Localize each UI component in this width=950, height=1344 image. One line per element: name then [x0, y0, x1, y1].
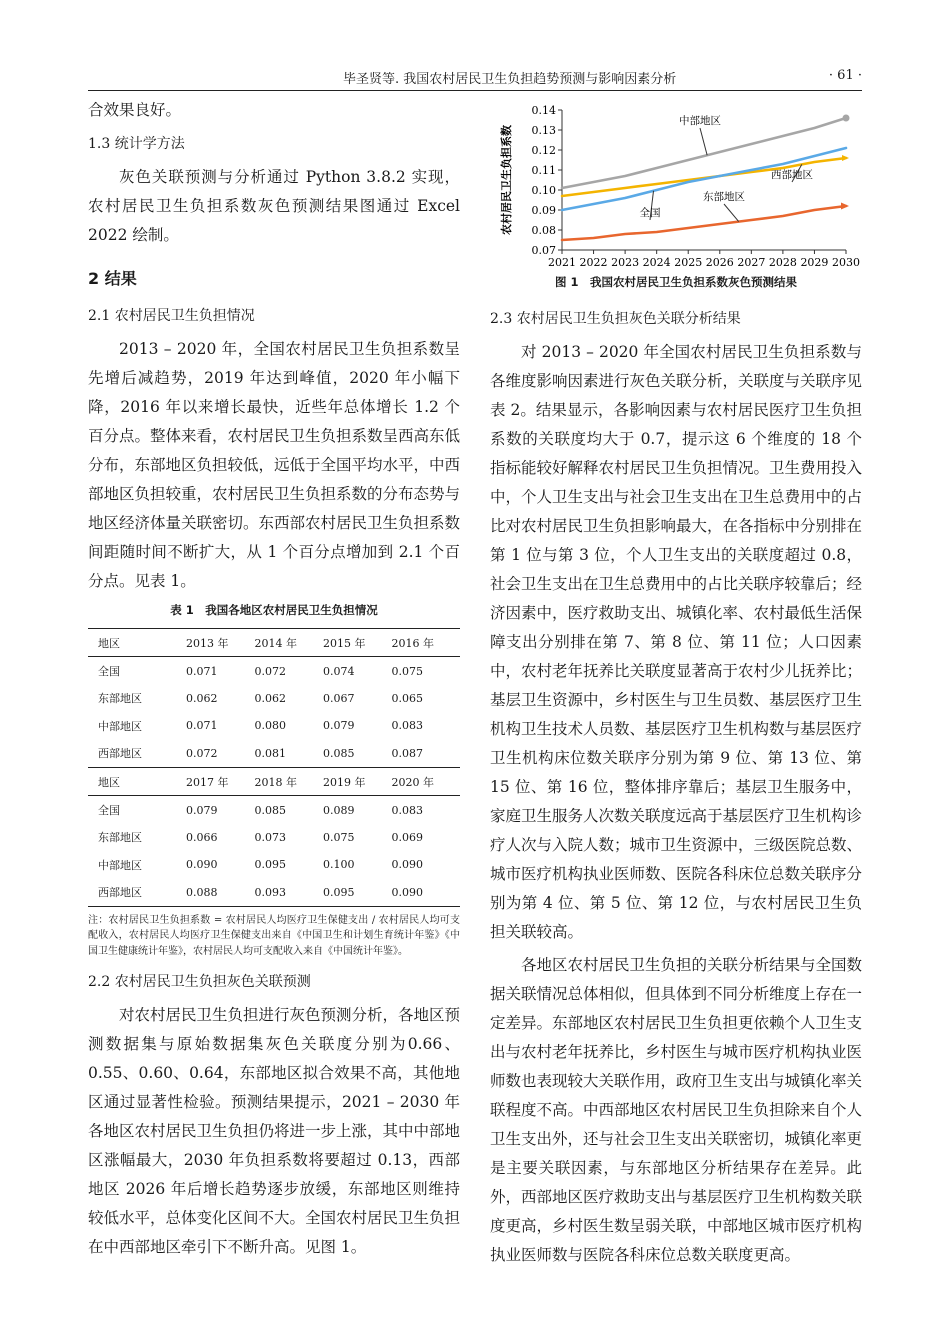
forecast-line-chart [490, 96, 862, 266]
paragraph-continuation: 合效果良好。 [88, 101, 182, 119]
table-cell: 0.062 [186, 691, 218, 705]
paragraph-2-2: 对农村居民卫生负担进行灰色预测分析，各地区预测数据集与原始数据集灰色关联度分别为0.66、0.55、0.60、0.64，东部地区拟合效果不高，其他地区通过显著性检验。预测结果提示，2021 – 2030 年各地区农村居民卫生负担仍将进一步上涨，其中中部地区涨幅最大，2030 年负担系数将要超过 0.13，西部地区 2026 年后增长趋势逐步放缓，东部地区则维持较低水平，总体变化区间不大。全国农村居民卫生负担在中西部地区牵引下不断升高。见图 1。 [88, 1006, 461, 1257]
table-row [88, 740, 460, 768]
table-header-row [88, 767, 460, 795]
y-axis-title: 农村居民卫生负担系数 [500, 125, 513, 235]
y-tick-label: 0.10 [531, 184, 556, 197]
running-title: 毕圣贤等. 我国农村居民卫生负担趋势预测与影响因素分析 [343, 72, 677, 87]
heading-2-results: 2 结果 [88, 269, 137, 288]
table-header-cell: 地区 [88, 767, 186, 795]
table-cell: 0.073 [254, 830, 286, 844]
table-1 [88, 628, 460, 907]
table-cell: 0.072 [186, 746, 218, 760]
heading-2-2: 2.2 农村居民卫生负担灰色关联预测 [88, 974, 311, 991]
annotation-leader [700, 128, 707, 155]
table-cell: 0.065 [391, 691, 423, 705]
table-cell: 0.072 [254, 664, 286, 678]
left-column [88, 96, 460, 1262]
table-header-cell: 2014 年 [255, 629, 324, 657]
series-annotation-label: 西部地区 [771, 169, 813, 181]
table-header-cell: 2015 年 [323, 629, 392, 657]
table-cell: 0.089 [323, 803, 355, 817]
table-cell: 0.090 [186, 858, 218, 872]
series-end-marker [843, 115, 850, 122]
table-cell: 0.080 [254, 719, 286, 733]
page-number: · 61 · [828, 68, 862, 83]
heading-1-3: 1.3 统计学方法 [88, 136, 185, 152]
table-cell: 中部地区 [98, 858, 142, 872]
series-end-marker [842, 155, 849, 161]
table-cell: 0.075 [391, 664, 423, 678]
series-line [562, 206, 846, 240]
table-cell: 0.100 [323, 858, 355, 872]
heading-2-1: 2.1 农村居民卫生负担情况 [88, 308, 255, 324]
table-cell: 0.090 [392, 879, 461, 907]
series-annotation-label: 全国 [639, 207, 661, 219]
table-header-cell: 2013 年 [186, 629, 255, 657]
table-cell: 全国 [98, 804, 120, 818]
table-cell: 0.062 [254, 691, 286, 705]
table-cell: 0.087 [391, 746, 423, 760]
x-tick-label: 2028 [768, 256, 797, 266]
table-cell: 0.081 [254, 746, 286, 760]
table-cell: 0.083 [391, 719, 423, 733]
table-cell: 西部地区 [98, 747, 142, 761]
table-cell: 中部地区 [98, 719, 142, 733]
paragraph-2-3a: 对 2013 – 2020 年全国农村居民卫生负担系数与各维度影响因素进行灰色关联分析，关联度与关联序见表 2。结果显示，各影响因素与农村居民医疗卫生负担系数的关联度均大于 0.7，提示这 6 个维度的 18 个指标能较好解释农村居民卫生负担情况。卫生费用投入中，个人卫生支出与社会卫生支出在卫生总费用中的占比对农村居民卫生负担影响最大，在各指标中分别排在第 1 位与第 3 位，个人卫生支出的关联度超过 0.8，社会卫生支出在卫生总费用中的占比关联序较靠后；经济因素中，医疗救助支出、城镇化率、农村最低生活保障支出分别排在第 7、第 8 位、第 11 位；人口因素中，农村老年抚养比关联度显著高于农村少儿抚养比；基层卫生资源中，乡村医生与卫生员数、基层医疗卫生机构卫生技术人员数、基层医疗卫生机构数与基层医疗卫生机构床位数关联序分别为第 9 位、第 13 位、第 15 位、第 16 位，整体排序靠后；基层卫生服务中，家庭卫生服务人次数关联度远高于基层医疗卫生机构诊疗人次与入院人数；城市卫生资源中，三级医院总数、城市医疗机构执业医师数、医院各科床位总数关联序分别为第 4 位、第 5 位、第 12 位，与农村居民卫生负担关联较高。 [490, 343, 863, 941]
series-end-marker [841, 203, 849, 210]
y-tick-label: 0.08 [531, 224, 556, 237]
table-cell: 0.067 [323, 691, 355, 705]
table-cell: 0.066 [186, 830, 218, 844]
paragraph-2-1: 2013 – 2020 年，全国农村居民卫生负担系数呈先增后减趋势，2019 年达到峰值，2020 年小幅下降，2016 年以来增长最快，近些年总体增长 1.2 个百分点。整体来看，农村居民卫生负担系数呈西高东低分布，东部地区负担较低，远低于全国平均水平，中西部地区负担较重，农村居民卫生负担系数的分布态势与地区经济体量关联密切。东西部农村居民卫生负担系数间距随时间不断扩大，从 1 个百分点增加到 2.1 个百分点。见表 1。 [88, 340, 461, 590]
y-tick-label: 0.14 [531, 104, 556, 117]
y-tick-label: 0.09 [531, 204, 556, 217]
x-tick-label: 2024 [642, 256, 671, 266]
table-1-note: 注：农村居民卫生负担系数 = 农村居民人均医疗卫生保健支出 / 农村居民人均可支配收入，农村居民人均医疗卫生保健支出来自《中国卫生和计划生育统计年鉴》《中国卫生健康统计年鉴》，农村居民人均可支配收入来自《中国统计年鉴》。 [88, 914, 460, 957]
table-cell: 0.071 [186, 664, 218, 678]
right-column [490, 96, 862, 1270]
table-row [88, 712, 460, 739]
paragraph-2-3b: 各地区农村居民卫生负担的关联分析结果与全国数据关联情况总体相似，但具体到不同分析维度上存在一定差异。东部地区农村居民卫生负担更依赖个人卫生支出与农村老年抚养比，乡村医生与城市医疗机构执业医师数也表现较大关联作用，政府卫生支出与城镇化率关联程度不高。中西部地区农村居民卫生负担除来自个人卫生支出外，还与社会卫生支出关联密切，城镇化率更是主要关联因素，与东部地区分析结果存在差异。此外，西部地区医疗救助支出与基层医疗卫生机构数关联度更高，乡村医生数呈弱关联，中部地区城市医疗机构执业医师数与医院各科床位总数关联度更高。 [490, 956, 863, 1264]
table-header-cell: 2016 年 [392, 629, 461, 657]
table-cell: 全国 [98, 665, 120, 679]
y-tick-label: 0.11 [531, 164, 556, 177]
table-cell: 0.079 [323, 719, 355, 733]
table-cell: 东部地区 [98, 831, 142, 845]
table-cell: 0.090 [391, 858, 423, 872]
x-tick-label: 2030 [832, 256, 860, 266]
table-row [88, 879, 460, 907]
table-1-caption: 表 1 我国各地区农村居民卫生负担情况 [170, 603, 378, 617]
table-header-cell: 2018 年 [255, 767, 324, 795]
x-tick-label: 2027 [737, 256, 766, 266]
x-tick-label: 2023 [611, 256, 640, 266]
table-cell: 0.074 [323, 664, 355, 678]
table-cell: 西部地区 [88, 879, 186, 907]
table-cell: 0.095 [323, 879, 392, 907]
running-header [88, 66, 862, 91]
table-cell: 东部地区 [98, 692, 142, 706]
figure-1 [490, 96, 862, 266]
table-header-row [88, 629, 460, 657]
table-cell: 0.083 [391, 803, 423, 817]
y-tick-label: 0.07 [531, 244, 556, 257]
table-header-cell: 2017 年 [186, 767, 255, 795]
table-row [88, 796, 460, 824]
table-header-cell: 2020 年 [392, 767, 461, 795]
y-tick-label: 0.13 [531, 124, 556, 137]
figure-1-caption: 图 1 我国农村居民卫生负担系数灰色预测结果 [554, 275, 797, 289]
table-cell: 0.088 [186, 879, 255, 907]
table-cell: 0.069 [391, 830, 423, 844]
table-row [88, 685, 460, 712]
x-tick-label: 2026 [705, 256, 734, 266]
table-cell: 0.085 [323, 746, 355, 760]
table-cell: 0.093 [255, 879, 324, 907]
table-cell: 0.075 [323, 830, 355, 844]
x-tick-label: 2029 [800, 256, 829, 266]
series-annotation-label: 东部地区 [703, 191, 745, 203]
annotation-leader [724, 204, 739, 222]
paragraph-1-3: 灰色关联预测与分析通过 Python 3.8.2 实现，农村居民卫生负担系数灰色预测结果图通过 Excel 2022 绘制。 [88, 168, 460, 244]
table-header-cell: 2019 年 [323, 767, 392, 795]
table-header-cell: 地区 [88, 629, 186, 657]
x-tick-label: 2022 [579, 256, 608, 266]
series-annotation-label: 中部地区 [679, 115, 721, 127]
table-row [88, 824, 460, 851]
table-cell: 0.095 [254, 858, 286, 872]
table-cell: 0.071 [186, 719, 218, 733]
table-cell: 0.085 [254, 803, 286, 817]
x-tick-label: 2025 [674, 256, 703, 266]
table-row [88, 657, 460, 685]
table-row [88, 851, 460, 878]
heading-2-3: 2.3 农村居民卫生负担灰色关联分析结果 [490, 311, 741, 327]
y-tick-label: 0.12 [531, 144, 556, 157]
x-tick-label: 2021 [548, 256, 576, 266]
table-cell: 0.079 [186, 803, 218, 817]
